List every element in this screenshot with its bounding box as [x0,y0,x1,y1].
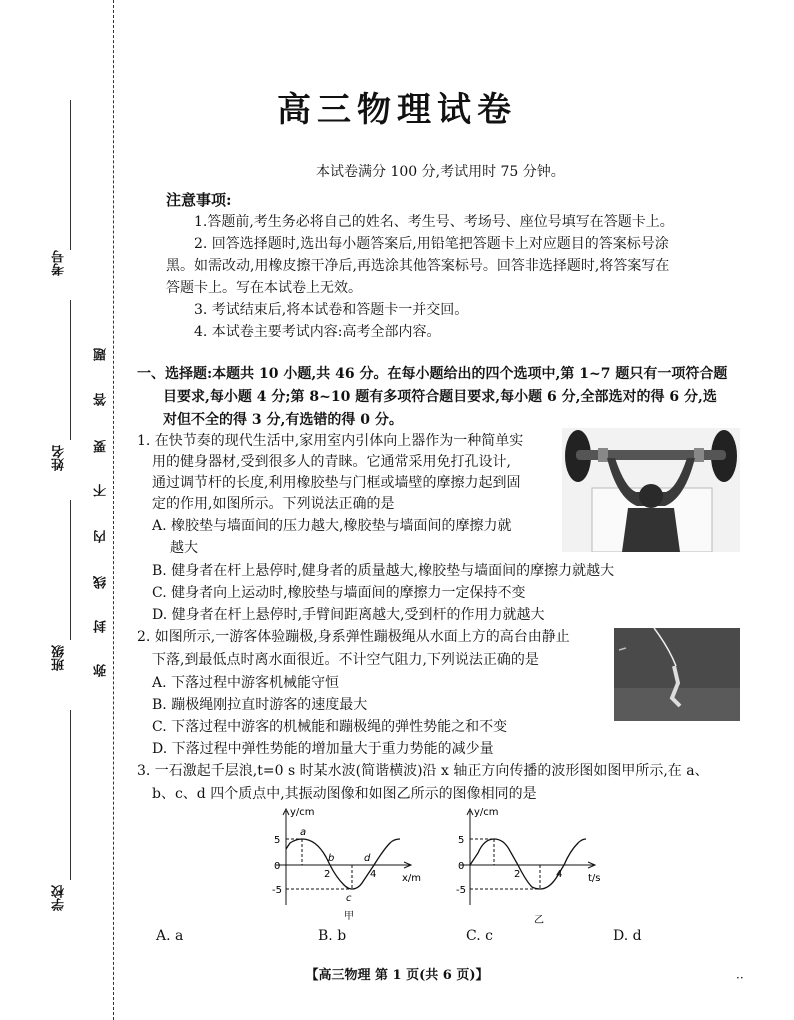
corner-mark: ·· [736,971,744,985]
tick-label: 0 [274,861,281,872]
q3-stem: 3. 一石激起千层浪,t=0 s 时某水波(简谐横波)沿 x 轴正方向传播的波形图如图甲所示,在 a、 [137,763,709,779]
t-axis-label: t/s [588,873,601,884]
seal-char: 弥 [94,664,109,677]
q3-option-d: D. d [613,928,642,944]
x-axis-label: x/m [402,873,422,884]
seal-char: 线 [94,576,109,589]
tick-label: 2 [514,869,521,880]
name-line [70,300,71,440]
graph-caption: 乙 [534,915,544,925]
vibration-curve [470,839,586,889]
name-label: 姓名 [52,445,67,471]
tick-label: 5 [458,835,465,846]
pullup-photo [562,428,740,552]
y-axis-label: y/cm [290,807,315,818]
seal-char: 不 [94,484,109,497]
notice-item: 1.答题前,考生务必将自己的姓名、考生号、考场号、座位号填写在答题卡上。 [194,214,674,230]
section-heading: 对但不全的得 3 分,有选错的得 0 分。 [163,412,403,428]
tick-label: 0 [458,861,465,872]
notice-item: 黑。如需改动,用橡皮擦干净后,再选涂其他答案标号。回答非选择题时,将答案写在 [166,258,670,274]
section-heading: 一、选择题:本题共 10 小题,共 46 分。在每小题给出的四个选项中,第 1~7 题只有一项符合题 [137,366,728,382]
q2-option-c: C. 下落过程中游客的机械能和蹦极绳的弹性势能之和不变 [152,719,508,735]
q3-option-c: C. c [466,928,493,944]
notice-item: 2. 回答选择题时,选出每小题答案后,用铅笔把答题卡上对应题目的答案标号涂 [194,236,669,252]
tick-label: -5 [456,885,466,896]
tick-label: -5 [272,885,282,896]
seal-char: 答 [94,393,109,406]
seal-char: 内 [94,530,109,543]
q2-option-b: B. 蹦极绳刚拉直时游客的速度最大 [152,697,368,713]
q1-option-c: C. 健身者向上运动时,橡胶垫与墙面间的摩擦力一定保持不变 [152,585,526,601]
q1-stem: 定的作用,如图所示。下列说法正确的是 [152,496,395,512]
q2-stem: 下落,到最低点时离水面很近。不计空气阻力,下列说法正确的是 [152,652,539,668]
class-label: 班级 [52,645,67,671]
tick-label: 4 [370,869,377,880]
seal-char: 封 [94,620,109,633]
q1-stem: 用的健身器材,受到很多人的青睐。它通常采用免打孔设计, [152,454,511,470]
tick-label: 2 [324,869,331,880]
point-label: c [346,893,352,904]
point-label: b [328,853,335,864]
q3-option-b: B. b [318,928,347,944]
q1-option-b: B. 健身者在杆上悬停时,健身者的质量越大,橡胶垫与墙面间的摩擦力就越大 [152,563,615,579]
q2-option-d: D. 下落过程中弹性势能的增加量大于重力势能的减少量 [152,741,494,757]
q2-stem: 2. 如图所示,一游客体验蹦极,身系弹性蹦极绳从水面上方的高台由静止 [137,629,570,645]
bungee-photo [614,628,740,721]
page-footer: 【高三物理 第 1 页(共 6 页)】 [305,968,489,983]
section-heading: 目要求,每小题 4 分;第 8~10 题有多项符合题目要求,每小题 6 分,全部选对的得 6 分,选 [163,389,717,405]
tick-label: 4 [556,869,563,880]
q3-option-a: A. a [156,928,184,944]
q1-stem: 1. 在快节奏的现代生活中,家用室内引体向上器作为一种简单实 [137,433,524,449]
q3-stem: b、c、d 四个质点中,其振动图像和如图乙所示的图像相同的是 [152,786,537,802]
q1-option-a-cont: 越大 [170,540,198,556]
point-label: a [300,827,307,838]
wave-graph-x [272,805,422,925]
school-label: 学校 [52,885,67,911]
school-line [70,710,71,880]
subtitle: 本试卷满分 100 分,考试用时 75 分钟。 [316,164,565,180]
q1-option-a: A. 橡胶垫与墙面间的压力越大,橡胶垫与墙面间的摩擦力就 [152,518,512,534]
q1-stem: 通过调节杆的长度,利用橡胶垫与门框或墙壁的摩擦力起到固 [152,475,521,491]
notice-item: 答题卡上。写在本试卷上无效。 [166,280,362,296]
seal-char: 题 [94,348,109,361]
notice-item: 3. 考试结束后,将本试卷和答题卡一并交回。 [194,302,469,318]
q1-option-d: D. 健身者在杆上悬停时,手臂间距离越大,受到杆的作用力就越大 [152,607,545,623]
binding-dashed-line [113,0,114,1020]
page-title: 高三物理试卷 [277,90,517,130]
exam-no-label: 考号 [52,250,67,276]
tick-label: 5 [274,835,281,846]
seal-char: 要 [94,440,109,453]
y-axis-label: y/cm [474,807,499,818]
graph-caption: 甲 [344,911,354,922]
wave-curve [286,839,400,889]
notice-heading: 注意事项: [166,191,232,209]
class-line [70,500,71,640]
vibration-graph-t [456,805,606,925]
point-label: d [364,853,371,864]
q2-option-a: A. 下落过程中游客机械能守恒 [152,675,340,691]
notice-item: 4. 本试卷主要考试内容:高考全部内容。 [194,324,441,340]
